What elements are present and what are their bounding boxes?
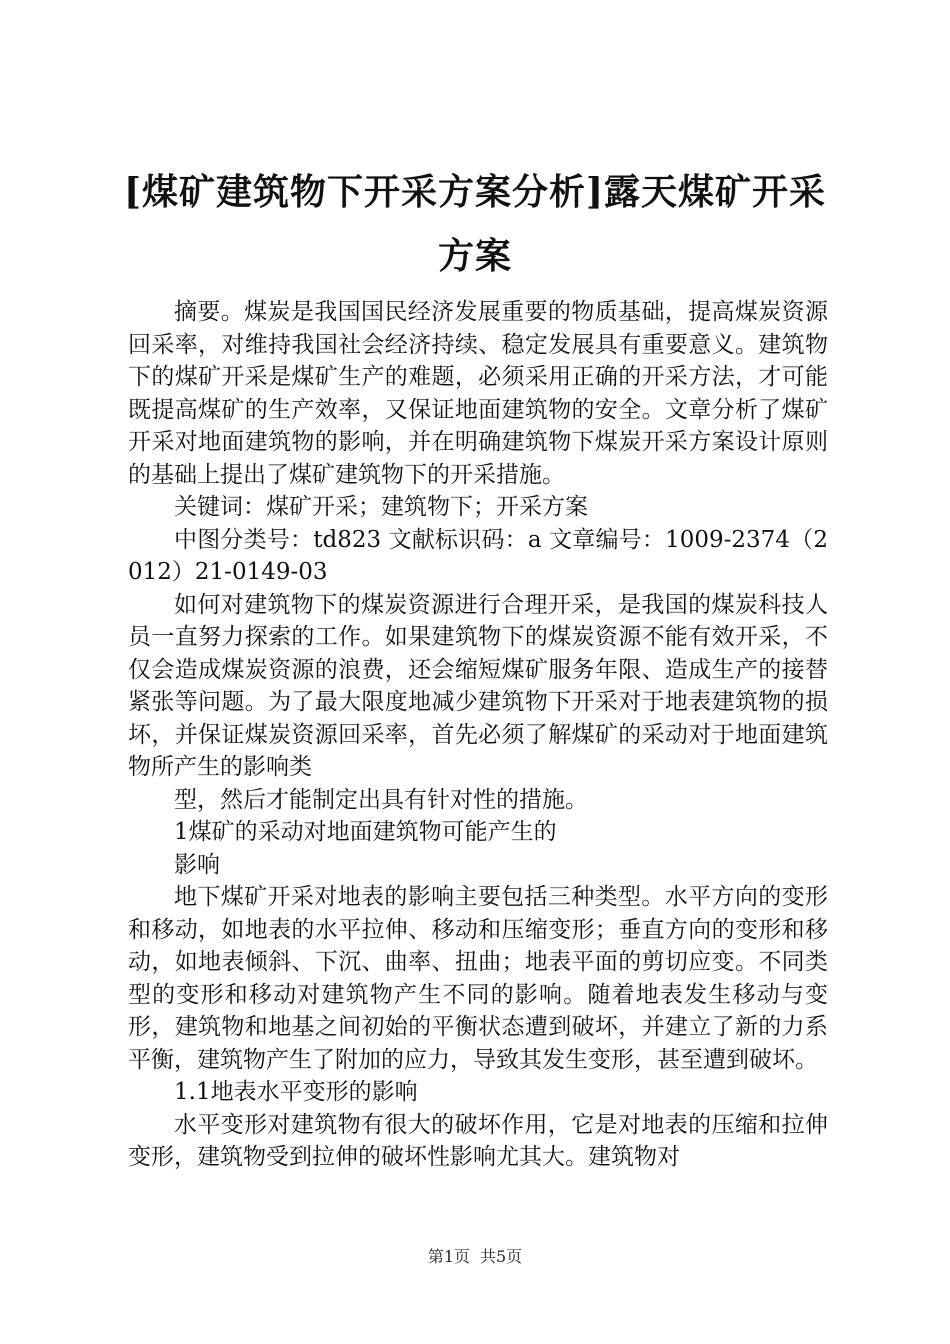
keywords-line: 关键词：煤矿开采；建筑物下；开采方案 bbox=[174, 494, 588, 520]
section-heading-continuation: 影响 bbox=[174, 851, 220, 878]
page-footer bbox=[0, 1244, 950, 1267]
section-heading: 1煤矿的采动对地面建筑物可能产生的 bbox=[174, 819, 557, 845]
intro-paragraph: 如何对建筑物下的煤炭资源进行合理开采，是我国的煤炭科技人员一直努力探索的工作。如果建筑物下的煤炭资源不能有效开采，不仅会造成煤炭资源的浪费，还会缩短煤矿服务年限、造成生产的接替紧张等问题。为了最大限度地减少建筑物下开采对于地表建筑物的损坏，并保证煤炭资源回采率，首先必须了解煤矿的采动对于地面建筑物所产生的影响类 bbox=[128, 591, 828, 780]
subsection-paragraph: 水平变形对建筑物有很大的破坏作用，它是对地表的压缩和拉伸变形，建筑物受到拉伸的破坏性影响尤其大。建筑物对 bbox=[128, 1111, 828, 1170]
subsection-heading: 1.1地表水平变形的影响 bbox=[174, 1079, 418, 1105]
document-title: [煤矿建筑物下开采方案分析]露天煤矿开采方案 bbox=[123, 171, 827, 277]
document-body bbox=[128, 296, 828, 1174]
page-number: 第1页 bbox=[427, 1247, 470, 1266]
abstract-paragraph: 摘要。煤炭是我国国民经济发展重要的物质基础，提高煤炭资源回采率，对维持我国社会经济持续、稳定发展具有重要意义。建筑物下的煤矿开采是煤矿生产的难题，必须采用正确的开采方法，才可能既提高煤矿的生产效率，又保证地面建筑物的安全。文章分析了煤矿开采对地面建筑物的影响，并在明确建筑物下煤炭开采方案设计原则的基础上提出了煤矿建筑物下的开采措施。 bbox=[128, 299, 828, 488]
intro-paragraph-continuation: 型，然后才能制定出具有针对性的措施。 bbox=[174, 786, 588, 813]
section-paragraph: 地下煤矿开采对地表的影响主要包括三种类型。水平方向的变形和移动，如地表的水平拉伸、移动和压缩变形；垂直方向的变形和移动，如地表倾斜、下沉、曲率、扭曲；地表平面的剪切应变。不同类型的变形和移动对建筑物产生不同的影响。随着地表发生移动与变形，建筑物和地基之间初始的平衡状态遭到破坏，并建立了新的力系平衡，建筑物产生了附加的应力，导致其发生变形，甚至遭到破坏。 bbox=[128, 884, 828, 1073]
page-total: 共5页 bbox=[480, 1247, 523, 1266]
classification-line: 中图分类号：td823 文献标识码：a 文章编号：1009-2374（2012）21-0149-03 bbox=[128, 526, 828, 585]
